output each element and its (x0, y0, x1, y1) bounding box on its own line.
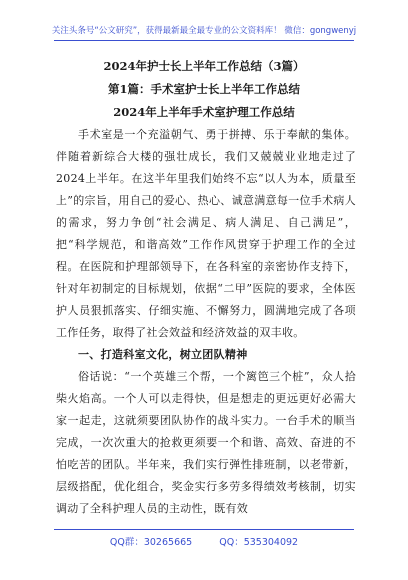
footer (0, 534, 408, 548)
footer-qq-group: QQ群：30265665 (109, 537, 193, 548)
chapter-title: 第1篇：手术室护士长上半年工作总结 (108, 82, 300, 96)
body-text (56, 124, 356, 520)
footer-qq: QQ：535304092 (219, 537, 299, 548)
paragraph-1: 手术室是一个充溢朝气、勇于拼搏、乐于奉献的集体。伴随着新综合大楼的强壮成长，我们又兢兢业业地走过了2024上半年。在这半年里我们始终不忘“以人为本，质量至上”的宗旨，用自己的爱心、热心、诚意满意每一位手术病人的需求，努力争创“社会满足、病人满足、自己满足”，把“科学规范，和谐高效”工作作风贯穿于护理工作的全过程。在医院和护理部领导下，在各科室的亲密协作支持下，针对年初制定的目标规划，依据“二甲”医院的要求，全体医护人员狠抓落实、仔细实施、不懈努力，圆满地完成了各项工作任务，取得了社会效益和经济效益的双丰收。 (56, 128, 356, 339)
document-title: 2024年护士长上半年工作总结（3篇） (103, 59, 305, 73)
subtitle: 2024年上半年手术室护理工作总结 (113, 105, 295, 119)
header-divider (54, 40, 354, 41)
section-heading-1: 一、打造科室文化，树立团队精神 (78, 348, 248, 361)
footer-divider (54, 529, 354, 530)
paragraph-2: 俗话说：“一个英雄三个帮，一个篱笆三个桩”，众人拾柴火焰高。一个人可以走得快，但是想走的更远更好必需大家一起走，这就须要团队协作的战斗实力。一台手术的顺当完成，一次次重大的抢救更须要一个和谐、高效、奋进的不怕吃苦的团队。半年来，我们实行弹性排班制，以老带新，层级搭配，优化组合，奖金实行多劳多得绩效考核制，切实调动了全科护理人员的主动性，既有效 (56, 370, 356, 515)
header-banner: 关注头条号“公文研究”，获得最新最全最专业的公文资料库！ 微信：gongwenyj (51, 26, 357, 36)
